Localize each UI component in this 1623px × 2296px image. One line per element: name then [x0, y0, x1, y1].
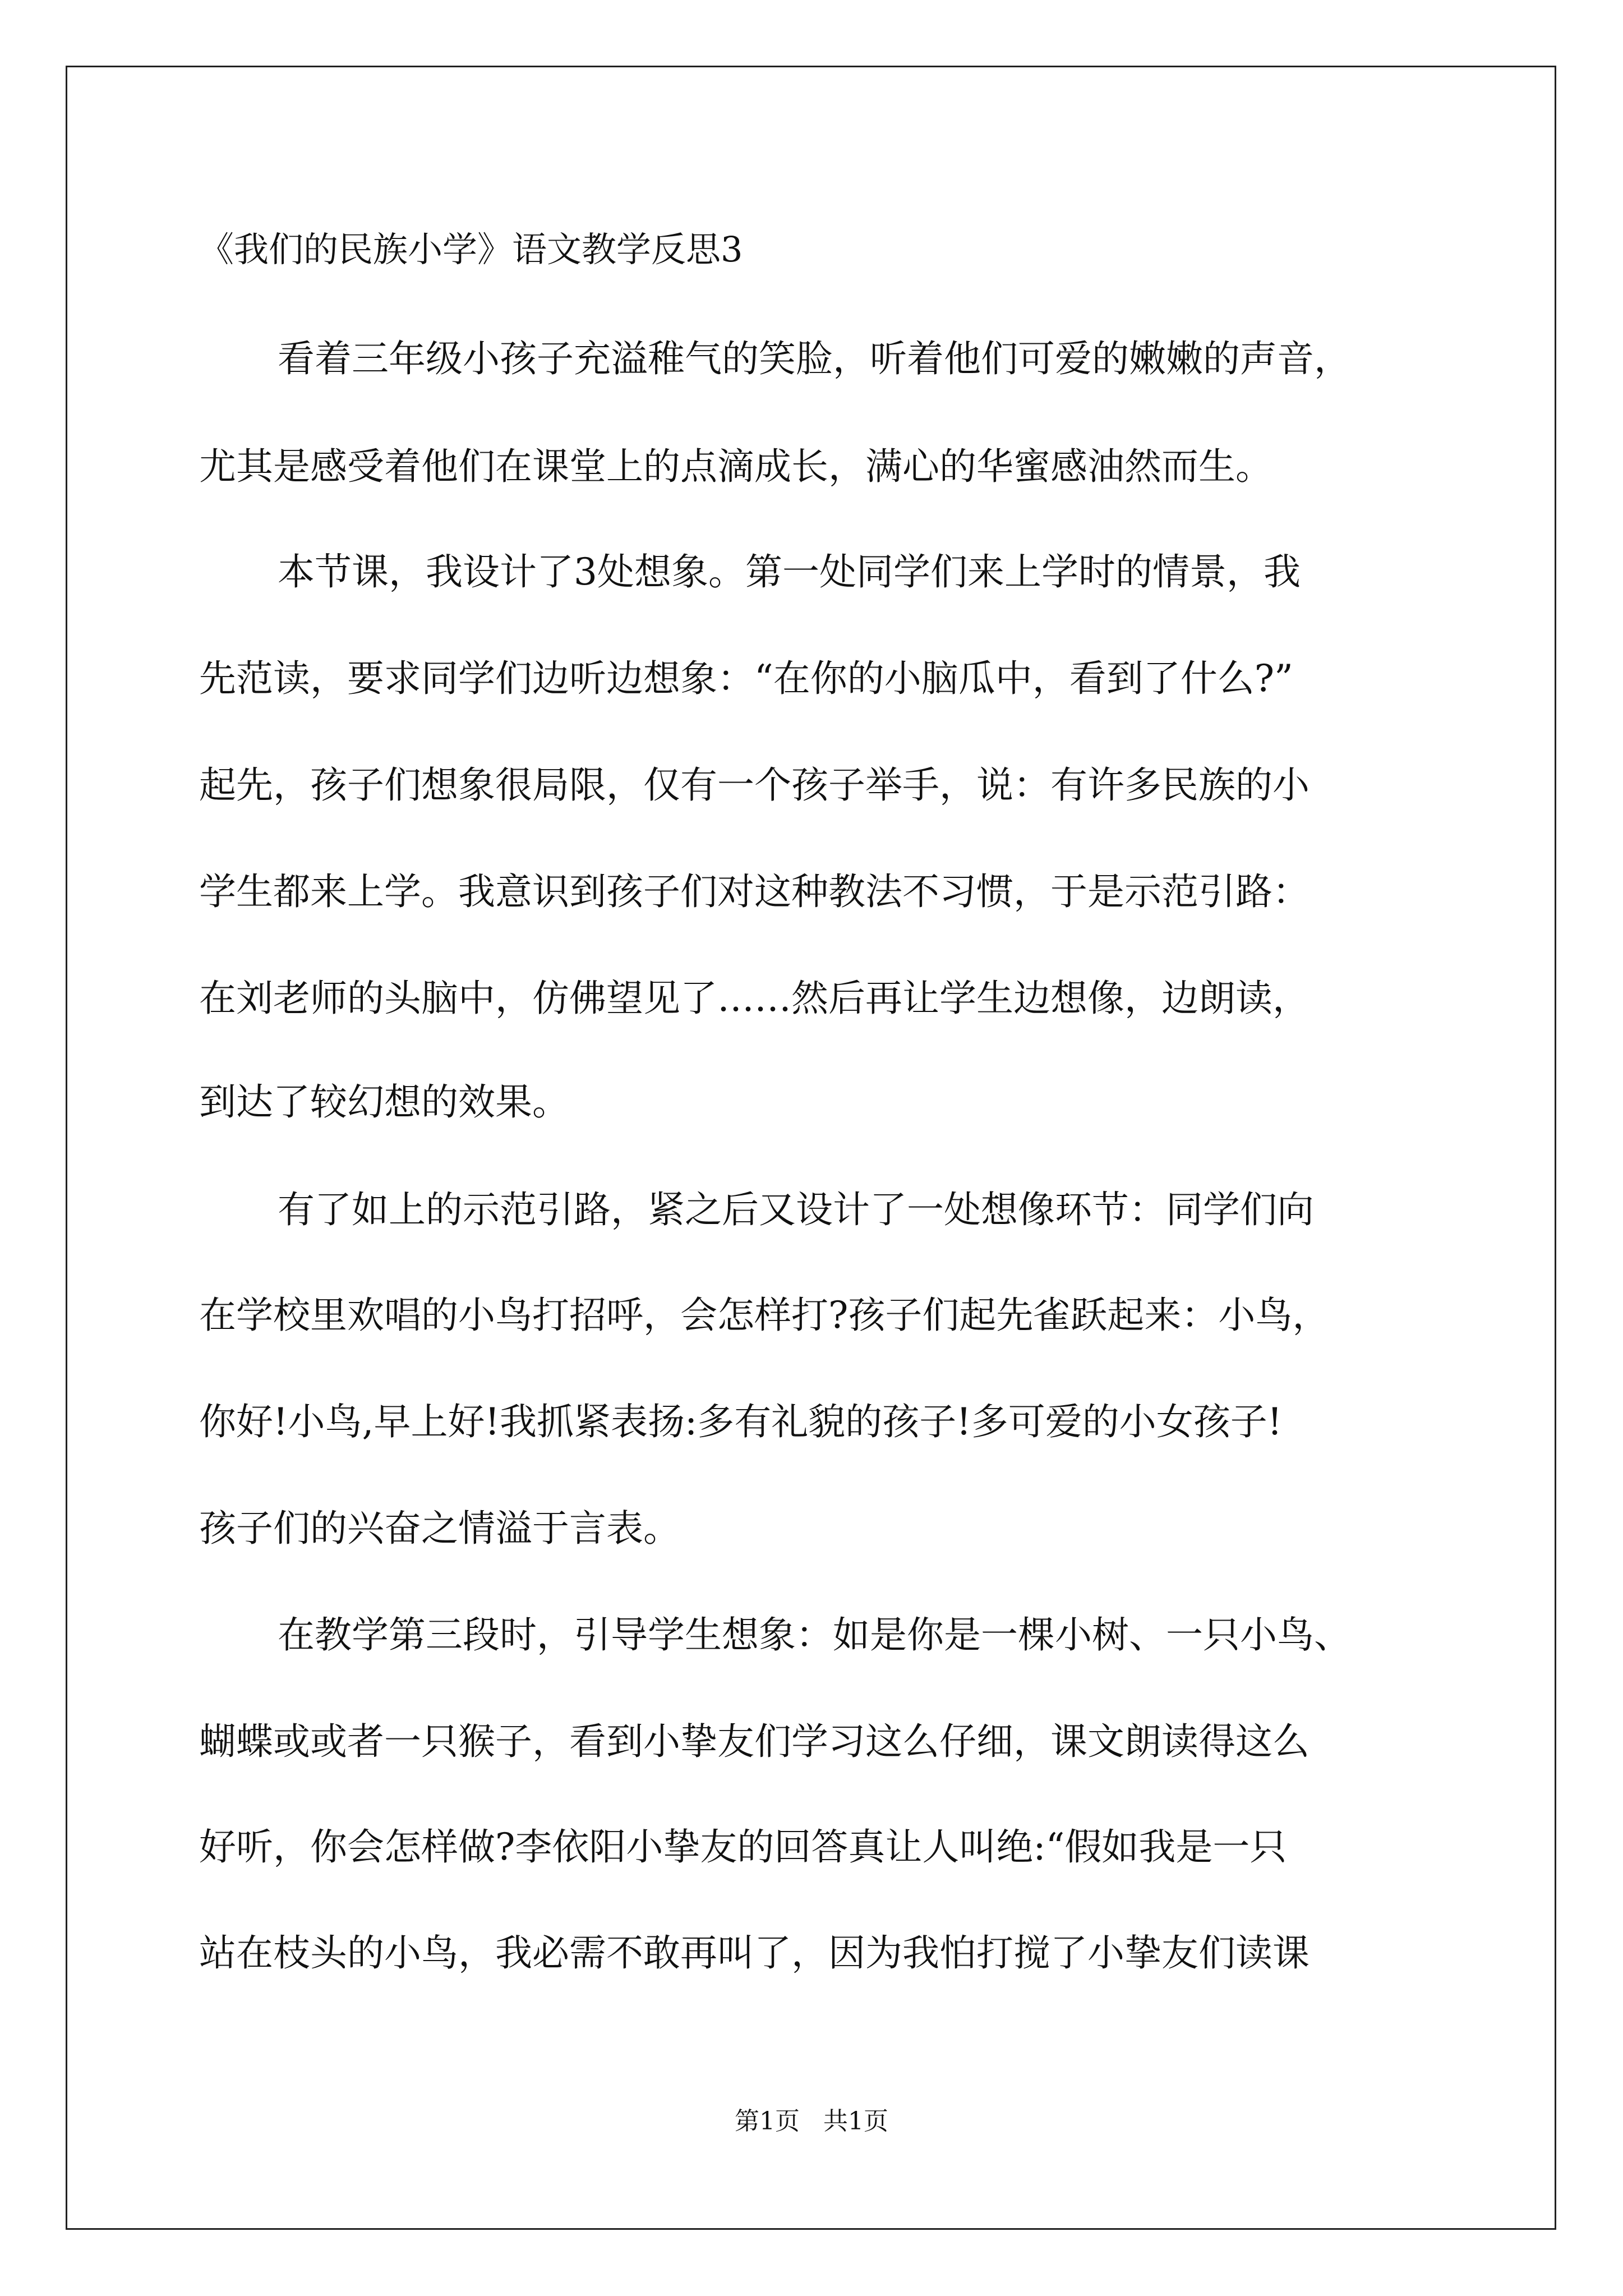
text-line-7: 在刘老师的头脑中，仿佛望见了……然后再让学生边想像，边朗读，: [199, 977, 1310, 1020]
text-line-16: 站在枝头的小鸟，我必需不敢再叫了，因为我怕打搅了小挚友们读课: [199, 1931, 1310, 1975]
document-title: 《我们的民族小学》语文教学反思3: [199, 229, 743, 270]
page-footer: [0, 2105, 1623, 2138]
text-line-9: 有了如上的示范引路，紧之后又设计了一处想像环节：同学们向: [278, 1188, 1314, 1231]
page-border: [66, 66, 1556, 2230]
text-line-11: 你好!小鸟,早上好!我抓紧表扬:多有礼貌的孩子!多可爱的小女孩子!: [199, 1400, 1283, 1443]
text-line-2: 尤其是感受着他们在课堂上的点滴成长，满心的华蜜感油然而生。: [199, 445, 1272, 488]
text-line-14: 蝴蝶或或者一只猴子，看到小挚友们学习这么仔细，课文朗读得这么: [199, 1720, 1310, 1763]
text-line-6: 学生都来上学。我意识到孩子们对这种教法不习惯，于是示范引路：: [199, 870, 1310, 913]
text-line-8: 到达了较幻想的效果。: [199, 1080, 569, 1124]
text-line-10: 在学校里欢唱的小鸟打招呼，会怎样打?孩子们起先雀跃起来：小鸟，: [199, 1294, 1330, 1337]
text-line-3: 本节课，我设计了3处想象。第一处同学们来上学时的情景，我: [278, 550, 1301, 593]
text-line-5: 起先，孩子们想象很局限，仅有一个孩子举手，说：有许多民族的小: [199, 763, 1310, 807]
text-line-1: 看着三年级小孩子充溢稚气的笑脸，听着他们可爱的嫩嫩的声音，: [278, 337, 1351, 380]
page-number: 第1页: [735, 2107, 800, 2136]
text-line-15: 好听，你会怎样做?李依阳小挚友的回答真让人叫绝:“假如我是一只: [199, 1825, 1287, 1869]
text-line-4: 先范读，要求同学们边听边想象：“在你的小脑瓜中，看到了什么?”: [199, 657, 1293, 700]
text-line-13: 在教学第三段时，引导学生想象：如是你是一棵小树、一只小鸟、: [278, 1613, 1351, 1657]
page-total: 共1页: [823, 2107, 888, 2136]
text-line-12: 孩子们的兴奋之情溢于言表。: [199, 1507, 680, 1550]
